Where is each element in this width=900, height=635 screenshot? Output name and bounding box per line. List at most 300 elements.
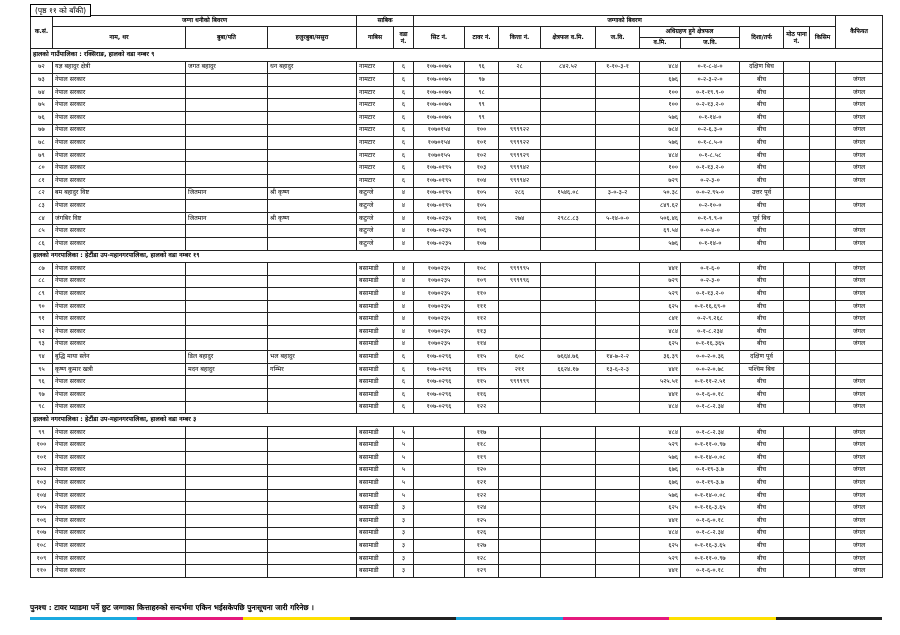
table-cell: नामटार <box>357 149 394 162</box>
table-cell: बीच <box>740 225 784 238</box>
table-cell: ५७६ <box>640 237 681 250</box>
table-cell: ११० <box>465 288 499 301</box>
section-header-row <box>31 250 883 263</box>
table-row <box>31 426 883 439</box>
table-cell <box>836 212 883 225</box>
empty-cell <box>784 124 810 137</box>
table-cell <box>186 111 268 124</box>
table-cell: नेपाल सरकार <box>53 401 186 414</box>
table-cell: ११४ <box>465 338 499 351</box>
table-cell <box>596 111 640 124</box>
table-cell: ९९९९९९ <box>499 376 541 389</box>
table-cell <box>268 477 357 490</box>
table-cell <box>541 137 596 150</box>
table-cell: ४८४ <box>640 326 681 339</box>
table-cell: नेपाल सरकार <box>53 464 186 477</box>
table-cell: ८४१ <box>640 313 681 326</box>
empty-cell <box>784 439 810 452</box>
table-cell: बीच <box>740 502 784 515</box>
table-cell <box>414 439 465 452</box>
table-cell <box>541 111 596 124</box>
table-cell: ७९ <box>31 149 53 162</box>
table-cell: बीच <box>740 464 784 477</box>
table-cell: ६२५ <box>640 338 681 351</box>
table-cell: ४४१ <box>640 565 681 578</box>
empty-cell <box>784 137 810 150</box>
table-cell: नामटार <box>357 99 394 112</box>
table-cell <box>541 86 596 99</box>
table-cell: १०७०२३५ <box>414 263 465 276</box>
table-cell: नेपाल सरकार <box>53 74 186 87</box>
table-cell: बीच <box>740 162 784 175</box>
table-cell: जंगल <box>836 540 883 553</box>
table-cell: जंगल <box>836 288 883 301</box>
table-cell: ६७६ <box>640 477 681 490</box>
table-cell: ४ <box>394 275 414 288</box>
table-cell: ६ <box>394 174 414 187</box>
color-swatch <box>243 617 350 620</box>
empty-cell <box>784 288 810 301</box>
table-cell <box>499 439 541 452</box>
empty-cell <box>784 376 810 389</box>
table-cell: ०-१-६-०.१८ <box>681 565 740 578</box>
empty-cell <box>784 263 810 276</box>
table-cell <box>541 174 596 187</box>
table-cell: बीच <box>740 288 784 301</box>
empty-cell <box>784 552 810 565</box>
table-row <box>31 187 883 200</box>
table-cell: ४ <box>394 225 414 238</box>
table-cell: ५७६ <box>640 452 681 465</box>
table-cell: ०-१-१४-०.०८ <box>681 489 740 502</box>
table-cell: नेपाल सरकार <box>53 389 186 402</box>
table-cell: बसामाडी <box>357 275 394 288</box>
table-cell: ३ <box>394 527 414 540</box>
table-cell: १२५ <box>465 514 499 527</box>
table-cell: नामटार <box>357 111 394 124</box>
table-row <box>31 464 883 477</box>
table-cell: जंगल <box>836 137 883 150</box>
table-cell <box>499 464 541 477</box>
table-cell: गम्भिर <box>268 363 357 376</box>
table-cell: ४४१ <box>640 263 681 276</box>
table-cell: बसामाडी <box>357 263 394 276</box>
table-cell: बीच <box>740 489 784 502</box>
empty-cell <box>784 74 810 87</box>
empty-cell <box>810 313 836 326</box>
table-cell <box>596 174 640 187</box>
table-header <box>31 16 883 49</box>
table-cell: बसामाडी <box>357 376 394 389</box>
table-cell <box>541 452 596 465</box>
table-row <box>31 275 883 288</box>
empty-cell <box>784 200 810 213</box>
table-cell: ८४२.५२ <box>541 61 596 74</box>
table-cell: जंगल <box>836 99 883 112</box>
table-cell <box>596 137 640 150</box>
table-cell: नेपाल सरकार <box>53 99 186 112</box>
table-cell: १०० <box>31 439 53 452</box>
table-cell: जंगल <box>836 237 883 250</box>
table-row <box>31 514 883 527</box>
continued-tag: (पृष्ठ ११ को बाँकी) <box>30 4 91 17</box>
table-cell <box>186 288 268 301</box>
table-cell: १११ <box>465 300 499 313</box>
empty-cell <box>810 426 836 439</box>
table-cell: १०५ <box>465 200 499 213</box>
empty-cell <box>784 452 810 465</box>
table-cell: ११२ <box>465 313 499 326</box>
table-cell: नेपाल सरकार <box>53 200 186 213</box>
table-cell: कटुन्जे <box>357 200 394 213</box>
table-cell: ११५ <box>465 363 499 376</box>
empty-cell <box>784 477 810 490</box>
table-cell: यज्ञ बहादुर क्षेत्री <box>53 61 186 74</box>
table-cell <box>186 426 268 439</box>
table-cell <box>268 263 357 276</box>
header-kitta: कित्ता नं. <box>499 27 541 49</box>
table-cell <box>499 426 541 439</box>
empty-cell <box>810 552 836 565</box>
table-row <box>31 527 883 540</box>
empty-cell <box>810 237 836 250</box>
empty-cell <box>784 389 810 402</box>
header-jb: ज.वि. <box>681 38 740 49</box>
footer-note: पुनश्च : टावर प्याडमा पर्ने छुट जग्गाका कित्ताहरुको सन्दर्भमा एकिन भईसकेपछि पुनःसूचना जारी गरिनेछ । <box>30 603 314 612</box>
table-cell: बसामाडी <box>357 288 394 301</box>
table-cell: ५ <box>394 489 414 502</box>
table-cell <box>499 565 541 578</box>
table-cell: ५ <box>394 426 414 439</box>
table-cell: १२१ <box>465 477 499 490</box>
table-cell: जंगल <box>836 263 883 276</box>
empty-cell <box>810 149 836 162</box>
table-cell: ६७६ <box>640 464 681 477</box>
empty-cell <box>810 124 836 137</box>
table-cell: कृष्ण कुमार खत्री <box>53 363 186 376</box>
table-cell: १०४ <box>31 489 53 502</box>
table-cell <box>186 376 268 389</box>
table-cell: १०१ <box>31 452 53 465</box>
table-cell: १०९ <box>465 275 499 288</box>
table-cell: ०-१-१४-० <box>681 237 740 250</box>
table-cell: बीच <box>740 401 784 414</box>
table-cell <box>541 200 596 213</box>
table-cell: ०-२-३-० <box>681 174 740 187</box>
table-cell: १०६ <box>465 212 499 225</box>
table-row <box>31 363 883 376</box>
empty-cell <box>810 452 836 465</box>
table-cell: ०-१-११-०.९७ <box>681 439 740 452</box>
table-cell: बीच <box>740 137 784 150</box>
table-cell: जितमान <box>186 187 268 200</box>
table-cell: ४८४ <box>640 527 681 540</box>
table-cell: श्री कृष्ण <box>268 187 357 200</box>
table-cell: नेपाल सरकार <box>53 237 186 250</box>
header-plot: मोठ पाना नं. <box>784 27 810 49</box>
empty-cell <box>810 464 836 477</box>
table-cell <box>499 527 541 540</box>
table-cell: १०० <box>640 86 681 99</box>
table-cell <box>186 263 268 276</box>
table-cell <box>499 338 541 351</box>
table-cell: ४ <box>394 187 414 200</box>
table-cell <box>268 401 357 414</box>
table-cell <box>596 552 640 565</box>
table-cell: ०-२-१०-० <box>681 200 740 213</box>
table-row <box>31 552 883 565</box>
table-cell: जंगल <box>836 401 883 414</box>
table-cell: १२९ <box>465 565 499 578</box>
table-cell: बीच <box>740 552 784 565</box>
color-swatch <box>563 617 670 620</box>
table-cell: १०५ <box>31 502 53 515</box>
table-cell <box>596 452 640 465</box>
table-cell: ०-१-८-२.३४ <box>681 527 740 540</box>
table-cell: ८० <box>31 162 53 175</box>
table-cell: १२८ <box>465 552 499 565</box>
table-cell: ०-१-१९-३.७ <box>681 477 740 490</box>
table-cell: बीच <box>740 99 784 112</box>
table-cell <box>268 489 357 502</box>
table-cell <box>541 237 596 250</box>
table-cell <box>541 99 596 112</box>
color-swatch <box>137 617 244 620</box>
table-cell <box>186 565 268 578</box>
table-cell: ०-१-१३.२-० <box>681 288 740 301</box>
table-cell <box>499 200 541 213</box>
table-cell: १०७-००७५ <box>414 86 465 99</box>
table-cell: १०७-००७५ <box>414 61 465 74</box>
table-cell: १०७-०१९५ <box>414 162 465 175</box>
table-cell: नेपाल सरकार <box>53 149 186 162</box>
header-direction: दिशा/तर्फ <box>740 27 784 49</box>
table-cell: बीच <box>740 338 784 351</box>
table-cell <box>186 552 268 565</box>
table-cell <box>499 288 541 301</box>
table-cell: ०-१-१९.९-० <box>681 86 740 99</box>
table-cell: नेपाल सरकार <box>53 174 186 187</box>
table-cell: ५७६ <box>640 111 681 124</box>
table-cell: बीच <box>740 124 784 137</box>
table-cell <box>186 225 268 238</box>
table-cell: ९३ <box>31 338 53 351</box>
empty-cell <box>810 263 836 276</box>
empty-cell <box>784 527 810 540</box>
table-cell: बीच <box>740 237 784 250</box>
header-sheet: सिट नं. <box>414 27 465 49</box>
empty-cell <box>784 162 810 175</box>
table-cell <box>596 275 640 288</box>
table-cell: पश्चिम बिच <box>740 363 784 376</box>
table-cell: ०-१-८-२.३४ <box>681 401 740 414</box>
table-cell: ६ <box>394 99 414 112</box>
table-cell: ६ <box>394 86 414 99</box>
table-cell: ३ <box>394 565 414 578</box>
table-cell <box>596 502 640 515</box>
table-cell <box>499 99 541 112</box>
empty-cell <box>784 61 810 74</box>
table-cell <box>414 477 465 490</box>
table-cell: नामटार <box>357 137 394 150</box>
table-cell: बीच <box>740 376 784 389</box>
table-cell: बम बहादुर विष्ट <box>53 187 186 200</box>
table-cell <box>541 389 596 402</box>
table-cell: १०७-०२३५ <box>414 225 465 238</box>
table-cell: जंगल <box>836 74 883 87</box>
table-cell: जंगल <box>836 439 883 452</box>
table-cell <box>268 237 357 250</box>
table-row <box>31 376 883 389</box>
table-row <box>31 74 883 87</box>
header-tower: टावर नं. <box>465 27 499 49</box>
table-cell <box>596 565 640 578</box>
table-cell: ०-१-१६-३.६५ <box>681 502 740 515</box>
table-cell <box>268 540 357 553</box>
empty-cell <box>810 137 836 150</box>
table-cell: भल बहादुर <box>268 351 357 364</box>
table-cell: ५ <box>394 439 414 452</box>
table-cell <box>186 124 268 137</box>
table-cell: १५४६.०८ <box>541 187 596 200</box>
table-cell <box>596 237 640 250</box>
table-cell <box>499 237 541 250</box>
table-row <box>31 326 883 339</box>
table-cell: जंगल <box>836 326 883 339</box>
table-cell: बुद्धि माया स्लेन <box>53 351 186 364</box>
table-cell <box>268 389 357 402</box>
table-cell: १०३ <box>31 477 53 490</box>
table-row <box>31 111 883 124</box>
table-cell: ६२५ <box>640 540 681 553</box>
table-cell <box>186 174 268 187</box>
table-cell: नामटार <box>357 162 394 175</box>
table-cell: नामटार <box>357 86 394 99</box>
section-header-row <box>31 414 883 427</box>
empty-cell <box>810 212 836 225</box>
table-cell: उत्तर पूर्व <box>740 187 784 200</box>
table-cell: १०७०२३५ <box>414 275 465 288</box>
table-cell <box>541 514 596 527</box>
table-cell: ६२५ <box>640 300 681 313</box>
table-cell: ३६.३९ <box>640 351 681 364</box>
table-cell: १०७०२३५ <box>414 300 465 313</box>
table-cell: नेपाल सरकार <box>53 338 186 351</box>
table-cell: नेपाल सरकार <box>53 527 186 540</box>
empty-cell <box>784 540 810 553</box>
table-cell: ०-०-२-०.३६ <box>681 351 740 364</box>
table-cell <box>268 326 357 339</box>
table-cell <box>268 464 357 477</box>
table-cell: बीच <box>740 275 784 288</box>
table-cell: ५ <box>394 464 414 477</box>
table-cell: ५२९ <box>640 288 681 301</box>
table-cell <box>268 313 357 326</box>
table-cell: नामटार <box>357 124 394 137</box>
table-cell: १०७-०१९५ <box>414 187 465 200</box>
table-cell: २८ <box>499 61 541 74</box>
table-cell <box>541 464 596 477</box>
table-cell: कटुन्जे <box>357 237 394 250</box>
empty-cell <box>810 74 836 87</box>
section-title: हालको गाउँपालिका : रक्सिराङ, हालको वडा नम्बर ९ <box>31 49 883 62</box>
empty-cell <box>810 351 836 364</box>
table-cell: ४८४ <box>640 426 681 439</box>
table-cell: ३ <box>394 514 414 527</box>
header-father: बुबा/पति <box>186 27 268 49</box>
empty-cell <box>810 162 836 175</box>
table-cell: ०-१-१४-०.०८ <box>681 452 740 465</box>
table-cell: १०० <box>465 124 499 137</box>
empty-cell <box>810 111 836 124</box>
empty-cell <box>810 200 836 213</box>
table-cell: धन बहादुर <box>268 61 357 74</box>
table-cell <box>186 338 268 351</box>
table-cell: ५०.३८ <box>640 187 681 200</box>
table-cell <box>186 502 268 515</box>
table-cell: ८४ <box>31 212 53 225</box>
header-remark: कैफियत <box>836 16 883 49</box>
table-cell <box>186 439 268 452</box>
table-cell: ६९.५४ <box>640 225 681 238</box>
table-cell: दक्षिण बिच <box>740 61 784 74</box>
table-cell: १२२ <box>465 401 499 414</box>
table-cell <box>268 200 357 213</box>
table-cell: जंगल <box>836 502 883 515</box>
table-cell: १०७-०२९६ <box>414 363 465 376</box>
table-cell <box>596 540 640 553</box>
table-cell: ९९९९४२ <box>499 174 541 187</box>
empty-cell <box>810 86 836 99</box>
table-cell: १०६ <box>31 514 53 527</box>
table-row <box>31 263 883 276</box>
table-cell: ८७ <box>31 263 53 276</box>
table-cell <box>414 527 465 540</box>
table-row <box>31 401 883 414</box>
table-cell: १०४ <box>465 174 499 187</box>
table-cell: बीच <box>740 527 784 540</box>
table-row <box>31 351 883 364</box>
table-cell: जंगल <box>836 527 883 540</box>
table-cell <box>596 426 640 439</box>
table-cell: ५ <box>394 452 414 465</box>
table-cell: १०७ <box>465 237 499 250</box>
table-cell: ०-१-१३.२-० <box>681 162 740 175</box>
table-row <box>31 200 883 213</box>
table-cell: बसामाडी <box>357 552 394 565</box>
table-cell <box>541 149 596 162</box>
table-cell: ६ <box>394 162 414 175</box>
table-cell <box>186 527 268 540</box>
table-cell: कटुन्जे <box>357 212 394 225</box>
table-cell: ७६ <box>31 111 53 124</box>
table-cell <box>268 149 357 162</box>
table-cell <box>186 200 268 213</box>
table-cell: १०८ <box>31 540 53 553</box>
table-row <box>31 212 883 225</box>
table-cell: नेपाल सरकार <box>53 263 186 276</box>
table-cell: जंगल <box>836 389 883 402</box>
table-cell <box>414 552 465 565</box>
color-swatch <box>669 617 776 620</box>
table-cell: १०७०१५४ <box>414 137 465 150</box>
table-cell: ९८ <box>465 86 499 99</box>
table-cell: नेपाल सरकार <box>53 137 186 150</box>
table-cell: जंगल <box>836 200 883 213</box>
table-cell <box>499 300 541 313</box>
table-cell: ४४१ <box>640 363 681 376</box>
table-cell <box>541 527 596 540</box>
